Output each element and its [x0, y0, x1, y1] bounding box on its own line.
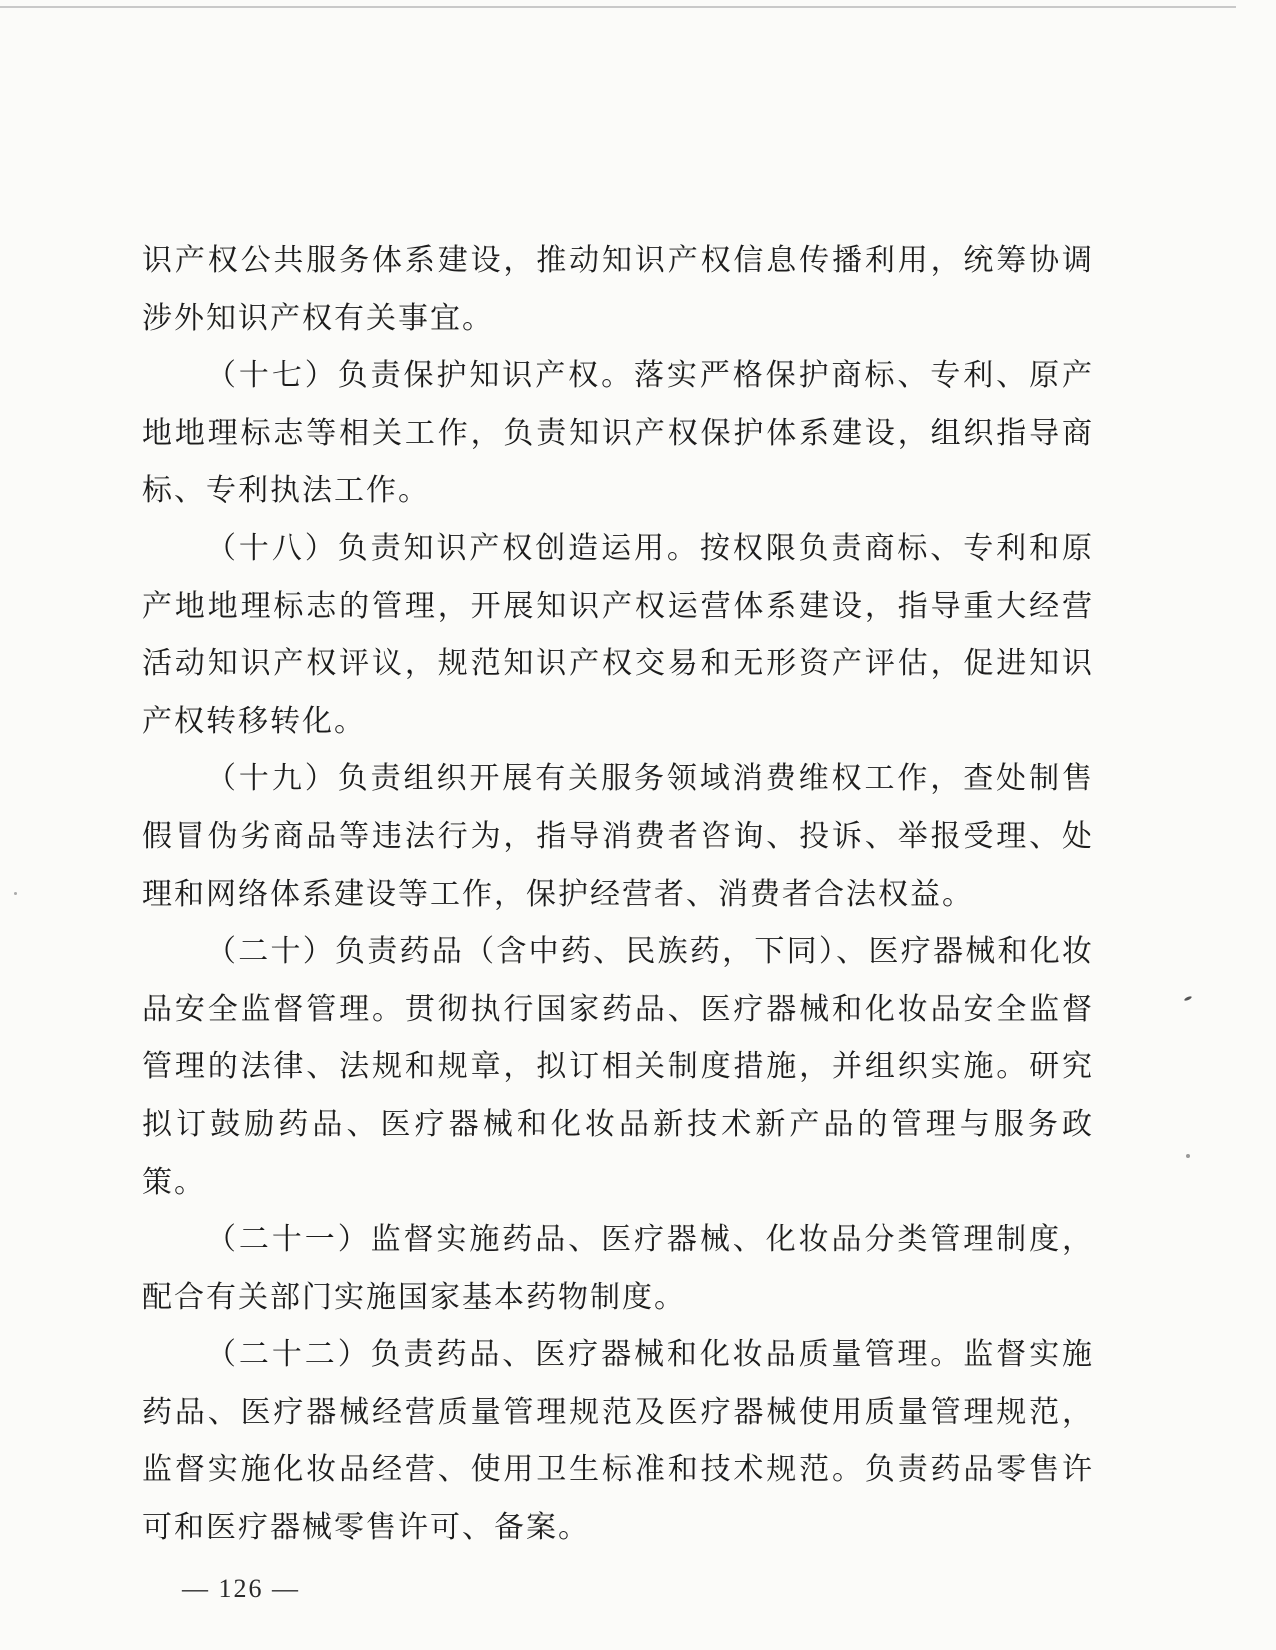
paragraph-item-19: （十九）负责组织开展有关服务领域消费维权工作，查处制售假冒伪劣商品等违法行为，指导消费者咨询、投诉、举报受理、处理和网络体系建设等工作，保护经营者、消费者合法权益。 — [142, 761, 1094, 912]
scan-speck — [1184, 995, 1193, 1001]
paragraph-item-18: （十八）负责知识产权创造运用。按权限负责商标、专利和原产地地理标志的管理，开展知识产权运营体系建设，指导重大经营活动知识产权评议，规范知识产权交易和无形资产评估，促进知识产权转移转化。 — [142, 530, 1094, 739]
paragraph-continuation: 识产权公共服务体系建设，推动知识产权信息传播利用，统筹协调涉外知识产权有关事宜。 — [142, 243, 1094, 336]
scan-top-edge — [0, 6, 1236, 8]
paragraph-item-22: （二十二）负责药品、医疗器械和化妆品质量管理。监督实施药品、医疗器械经营质量管理规范及医疗器械使用质量管理规范，监督实施化妆品经营、使用卫生标准和技术规范。负责药品零售许可和医疗器械零售许可、备案。 — [142, 1337, 1094, 1546]
scan-speck — [1186, 1154, 1190, 1158]
scan-speck — [14, 892, 17, 895]
page-number: — 126 — — [182, 1574, 300, 1603]
paragraph-item-17: （十七）负责保护知识产权。落实严格保护商标、专利、原产地地理标志等相关工作，负责知识产权保护体系建设，组织指导商标、专利执法工作。 — [142, 358, 1094, 509]
paragraph-item-21: （二十一）监督实施药品、医疗器械、化妆品分类管理制度，配合有关部门实施国家基本药物制度。 — [142, 1222, 1094, 1315]
paragraph-item-20: （二十）负责药品（含中药、民族药，下同）、医疗器械和化妆品安全监督管理。贯彻执行国家药品、医疗器械和化妆品安全监督管理的法律、法规和规章，拟订相关制度措施，并组织实施。研究拟订鼓励药品、医疗器械和化妆品新技术新产品的管理与服务政策。 — [142, 934, 1094, 1200]
document-body — [142, 232, 1094, 1557]
